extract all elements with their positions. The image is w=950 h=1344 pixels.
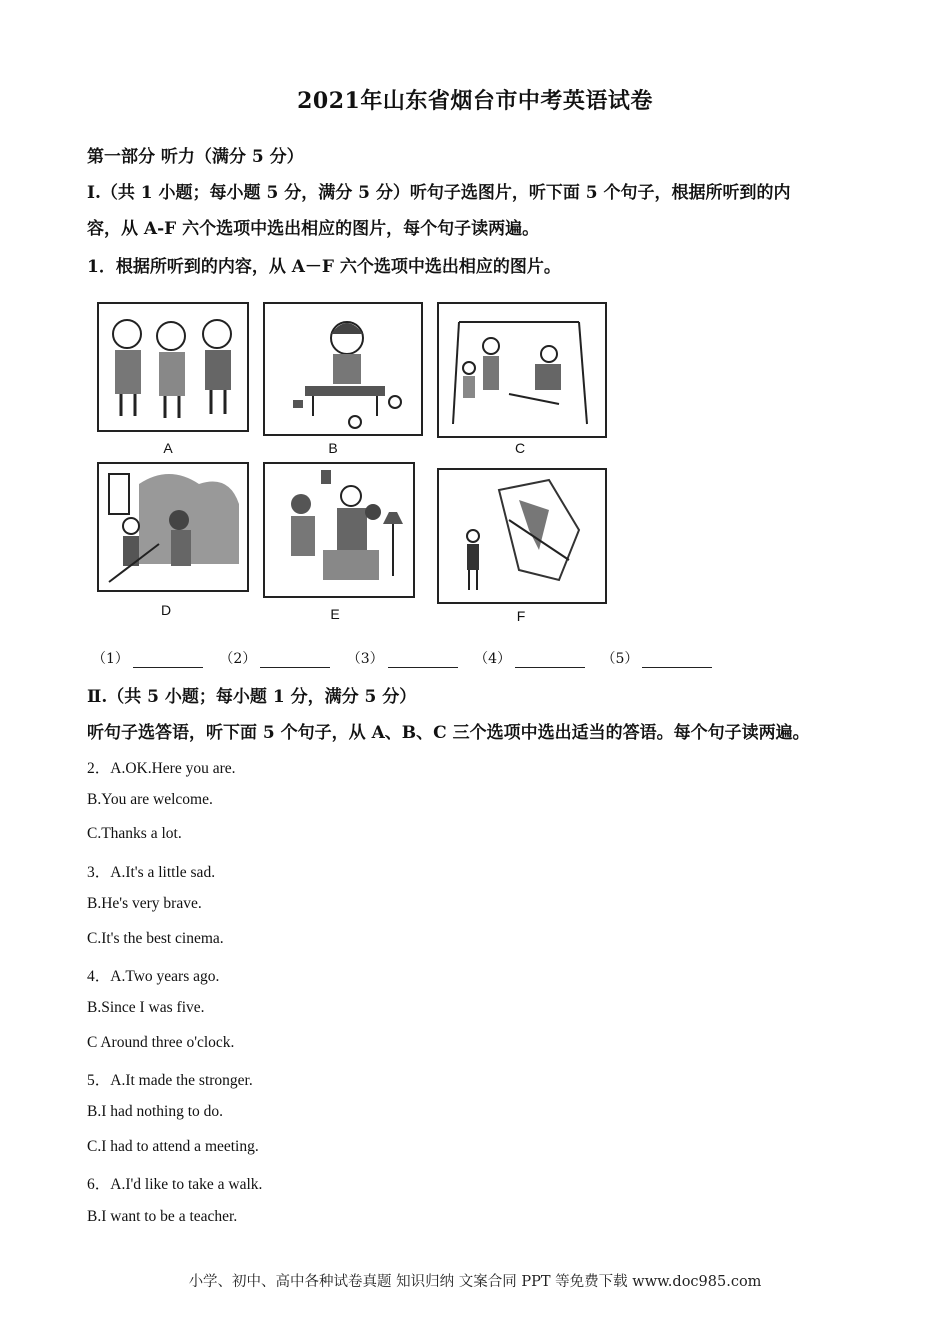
blank-line: [133, 653, 203, 668]
part1-heading: 第一部分 听力（满分 5 分）: [87, 147, 304, 167]
option-line: B.Since I was five.: [87, 999, 205, 1016]
blank-label: （2）: [219, 651, 257, 667]
section2-heading: Ⅱ.（共 5 小题；每小题 1 分，满分 5 分）: [87, 687, 417, 707]
option-line: C.It's the best cinema.: [87, 930, 224, 947]
family-living-room-illustration: [265, 464, 413, 596]
section2-instruction: 听句子选答语，听下面 5 个句子，从 A、B、C 三个选项中选出适当的答语。每个句子读两遍。: [87, 723, 810, 743]
picture-label: E: [330, 606, 340, 622]
picture-f: [437, 468, 607, 604]
answer-blank-4[interactable]: [474, 648, 585, 668]
man-presenting-illustration: [439, 470, 605, 602]
option-line: 4．A.Two years ago.: [87, 968, 220, 985]
option-line: B.You are welcome.: [87, 791, 213, 808]
picture-label: A: [163, 440, 173, 456]
answer-blanks: [92, 648, 724, 668]
family-swing-illustration: [439, 304, 605, 436]
option-line: 2．A.OK.Here you are.: [87, 760, 236, 777]
picture-c: [437, 302, 607, 438]
option-line: 5．A.It made the stronger.: [87, 1072, 253, 1089]
blank-label: （4）: [474, 651, 512, 667]
option-line: B.I want to be a teacher.: [87, 1208, 238, 1225]
option-line: 3．A.It's a little sad.: [87, 864, 216, 881]
picture-label: D: [160, 602, 172, 618]
answer-blank-5[interactable]: [602, 648, 713, 668]
picture-a: [97, 302, 249, 432]
blank-line: [642, 653, 712, 668]
option-line: C Around three o'clock.: [87, 1034, 235, 1051]
answer-blank-1[interactable]: [92, 648, 203, 668]
option-line: B.He's very brave.: [87, 895, 202, 912]
option-line: 6．A.I'd like to take a walk.: [87, 1176, 263, 1193]
picture-d: [97, 462, 249, 592]
blank-line: [260, 653, 330, 668]
girl-at-table-illustration: [265, 304, 421, 434]
picture-label: F: [516, 608, 526, 624]
section1-instruction-line2: 容，从 A-F 六个选项中选出相应的图片，每个句子读两遍。: [87, 219, 540, 239]
option-line: B.I had nothing to do.: [87, 1103, 224, 1120]
picture-label: B: [328, 440, 338, 456]
answer-blank-3[interactable]: [347, 648, 458, 668]
option-line: C.I had to attend a meeting.: [87, 1138, 259, 1155]
answer-blank-2[interactable]: [219, 648, 330, 668]
option-line: C.Thanks a lot.: [87, 825, 182, 842]
blank-line: [515, 653, 585, 668]
page-title: 2021年山东省烟台市中考英语试卷: [297, 88, 653, 114]
children-group-illustration: [99, 304, 247, 430]
blank-line: [388, 653, 458, 668]
street-scene-illustration: [99, 464, 247, 590]
picture-label: C: [514, 440, 526, 456]
blank-label: （5）: [601, 651, 639, 667]
blank-label: （1）: [92, 651, 129, 667]
blank-label: （3）: [346, 651, 384, 667]
picture-e: [263, 462, 415, 598]
question-1-prompt: 1．根据所听到的内容，从 A－F 六个选项中选出相应的图片。: [87, 257, 561, 277]
section1-instruction-line1: Ⅰ.（共 1 小题；每小题 5 分，满分 5 分）听句子选图片，听下面 5 个句子，根据所听到的内: [87, 183, 791, 203]
page-footer: 小学、初中、高中各种试卷真题 知识归纳 文案合同 PPT 等免费下载 www.doc985.com: [188, 1274, 762, 1290]
picture-b: [263, 302, 423, 436]
